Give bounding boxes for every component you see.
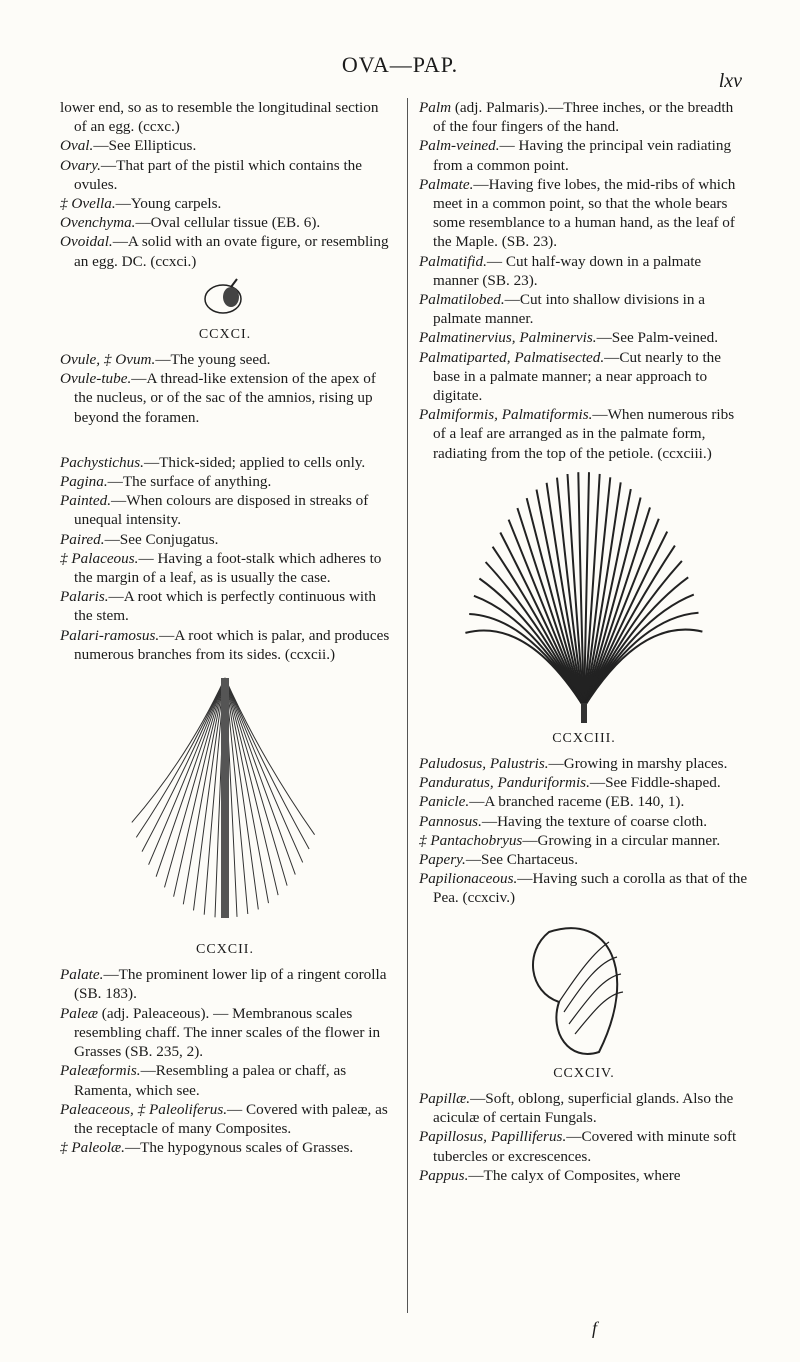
glossary-entry [60, 530, 390, 549]
glossary-entry [60, 453, 390, 472]
glossary-entry [419, 792, 749, 811]
entry-term: Palmatiparted, Palmatisected. [419, 348, 605, 366]
glossary-entry [419, 328, 749, 347]
entry-term: Painted. [60, 492, 112, 510]
glossary-entry [419, 405, 749, 463]
glossary-entry [419, 850, 749, 869]
glossary-entry [419, 98, 749, 136]
entry-term: Ovule-tube. [60, 370, 132, 388]
entry-term: Palari-ramosus. [60, 626, 160, 644]
figure-illustration [60, 275, 390, 323]
entry-definition: —A root which is palar, and produces numerous branches from its sides. (ccxcii.) [74, 626, 390, 663]
entry-definition: —Having such a corolla as that of the Pea. (ccxciv.) [433, 870, 748, 907]
entry-term: Paired. [60, 530, 105, 548]
glossary-entry [60, 472, 390, 491]
entry-definition: —When numerous ribs of a leaf are arranged as in the palmate form, radiating from the top of the petiole. (ccxciii.) [433, 406, 735, 462]
entry-term: Pachystichus. [60, 453, 144, 471]
entry-definition: —Young carpels. [115, 195, 222, 213]
entry-term: Paleæ [60, 1004, 98, 1022]
entry-term: Papillosus, Papilliferus. [419, 1128, 567, 1146]
glossary-entry [419, 290, 749, 328]
entry-definition: — Having a foot-stalk which adheres to the margin of a leaf, as is usually the case. [74, 549, 382, 587]
entry-term: ‡ Pantachobryus [419, 831, 523, 849]
entry-term: Palmatilobed. [419, 291, 505, 309]
entry-definition: —Thick-sided; applied to cells only. [143, 453, 366, 471]
entry-definition: —A branched raceme (EB. 140, 1). [469, 793, 685, 811]
glossary-entry [60, 136, 390, 155]
entry-term: Panicle. [419, 793, 470, 811]
glossary-entry [419, 812, 749, 831]
entry-definition: —That part of the pistil which contains the ovules. [74, 156, 363, 193]
entry-term: Panduratus, Panduriformis. [419, 774, 590, 792]
glossary-entry [419, 773, 749, 792]
entry-term: Palmiformis, Palmatiformis. [419, 406, 593, 424]
page-number: lxv [718, 70, 742, 92]
page-header [0, 52, 800, 92]
entry-definition: —When colours are disposed in streaks of unequal intensity. [74, 492, 369, 529]
entry-definition: —The hypogynous scales of Grasses. [124, 1139, 354, 1157]
entry-definition: —Covered with minute soft tubercles or excrescences. [433, 1128, 737, 1165]
entry-term: Pagina. [60, 473, 108, 491]
entry-term: Papery. [419, 851, 466, 869]
glossary-entry [60, 491, 390, 529]
entry-definition: (adj. Paleaceous). — Membranous scales resembling chaff. The inner scales of the flower in Grasses (SB. 235, 2). [74, 1004, 381, 1061]
entry-definition: —Resembling a palea or chaff, as Ramenta, which see. [74, 1062, 347, 1099]
entry-definition: —The calyx of Composites, where [468, 1166, 681, 1184]
entry-definition: lower end, so as to resemble the longitudinal section of an egg. (ccxc.) [60, 99, 379, 136]
entry-definition: —The prominent lower lip of a ringent corolla (SB. 183). [74, 966, 387, 1003]
figure-illustration [419, 912, 749, 1062]
entry-term: Palm [419, 99, 452, 116]
glossary-entry [60, 98, 390, 136]
entry-definition: —The young seed. [155, 351, 271, 369]
entry-term: ‡ Ovella. [60, 195, 116, 213]
column-divider [407, 98, 408, 1313]
entry-term: Ovenchyma. [60, 214, 136, 232]
glossary-entry [419, 136, 749, 174]
glossary-entry [419, 831, 749, 850]
entry-term: Pannosus. [419, 812, 482, 830]
entry-definition: — Having the principal vein radiating from a common point. [433, 137, 732, 174]
entry-definition: —See Chartaceus. [465, 851, 579, 869]
entry-definition: —Having five lobes, the mid-ribs of which meet in a common point, so that the whole bears some resemblance to a human hand, as the leaf of the Maple. (SB. 23). [433, 175, 736, 251]
entry-definition: — Cut half-way down in a palmate manner (SB. 23). [433, 252, 702, 289]
glossary-entry [60, 549, 390, 587]
entry-definition: —A root which is perfectly continuous with the stem. [74, 588, 376, 625]
entry-definition: —Growing in marshy places. [548, 755, 728, 773]
entry-definition: —The surface of anything. [107, 473, 272, 491]
glossary-entry [60, 626, 390, 664]
glossary-entry [60, 965, 390, 1003]
entry-term: Palmatifid. [419, 252, 487, 270]
glossary-entry [60, 1138, 390, 1157]
glossary-entry [419, 175, 749, 252]
entry-definition: —See Fiddle-shaped. [589, 774, 721, 792]
entry-term: Paludosus, Palustris. [419, 755, 549, 773]
entry-term: Pappus. [419, 1166, 469, 1184]
entry-definition: —A solid with an ovate figure, or resembling an egg. DC. (ccxci.) [74, 233, 389, 270]
entry-term: ‡ Paleolæ. [60, 1139, 125, 1157]
glossary-entry [419, 869, 749, 907]
left-column [60, 98, 390, 1157]
entry-definition: —See Palm-veined. [596, 329, 719, 347]
figure-caption: CCXCII. [196, 942, 254, 958]
entry-term: Papillæ. [419, 1089, 471, 1107]
catchword: f [592, 1318, 598, 1338]
glossary-entry [419, 1089, 749, 1127]
section-gap [60, 427, 390, 453]
entry-term: Paleaceous, ‡ Paleoliferus. [60, 1100, 228, 1118]
entry-term: Palmatinervius, Palminervis. [419, 329, 597, 347]
entry-definition: —Soft, oblong, superficial glands. Also the aciculæ of certain Fungals. [433, 1089, 734, 1127]
glossary-entry [419, 1166, 749, 1185]
entry-definition: —Cut into shallow divisions in a palmate manner. [433, 291, 706, 328]
entry-term: Palmate. [419, 175, 474, 193]
figure-caption: CCXCIV. [553, 1065, 615, 1081]
glossary-entry [419, 348, 749, 406]
entry-term: Palaris. [60, 588, 109, 606]
entry-definition: —Having the texture of coarse cloth. [481, 812, 708, 830]
glossary-entry [60, 156, 390, 194]
glossary-entry [60, 587, 390, 625]
entry-definition: —See Ellipticus. [93, 137, 197, 155]
glossary-entry [419, 754, 749, 773]
entry-definition: —Growing in a circular manner. [522, 831, 721, 849]
glossary-entry [60, 350, 390, 369]
figure-illustration [419, 467, 749, 727]
entry-definition: —A thread-like extension of the apex of the nucleus, or of the sac of the amnios, rising up beyond the foramen. [74, 370, 376, 426]
glossary-entry [60, 213, 390, 232]
entry-definition: — Covered with paleæ, as the receptacle of many Composites. [74, 1100, 388, 1137]
entry-term: Paleæformis. [60, 1062, 141, 1080]
glossary-entry [60, 369, 390, 427]
entry-term: Ovule, ‡ Ovum. [60, 351, 156, 369]
glossary-entry [60, 1061, 390, 1099]
entry-term: Palate. [60, 966, 104, 984]
entry-term: Ovoidal. [60, 233, 113, 251]
glossary-entry [419, 252, 749, 290]
figure-illustration [60, 668, 390, 938]
entry-definition: —Oval cellular tissue (EB. 6). [135, 214, 321, 232]
entry-term: Ovary. [60, 156, 101, 174]
entry-term: ‡ Palaceous. [60, 549, 139, 567]
glossary-entry [60, 194, 390, 213]
glossary-entry [419, 1127, 749, 1165]
entry-term: Oval. [60, 137, 94, 155]
glossary-entry [60, 1100, 390, 1138]
glossary-entry [60, 1004, 390, 1062]
glossary-entry [60, 232, 390, 270]
entry-term: Papilionaceous. [419, 870, 518, 888]
running-head: OVA—PAP. [341, 52, 459, 77]
figure-caption: CCXCIII. [552, 730, 616, 746]
entry-definition: —Cut nearly to the base in a palmate manner; a near approach to digitate. [433, 348, 722, 405]
entry-definition: (adj. Palmaris).—Three inches, or the breadth of the four fingers of the hand. [433, 99, 734, 136]
right-column [419, 98, 749, 1185]
entry-definition: —See Conjugatus. [104, 530, 219, 548]
entry-term: Palm-veined. [419, 137, 500, 155]
figure-caption: CCXCI. [198, 326, 252, 342]
